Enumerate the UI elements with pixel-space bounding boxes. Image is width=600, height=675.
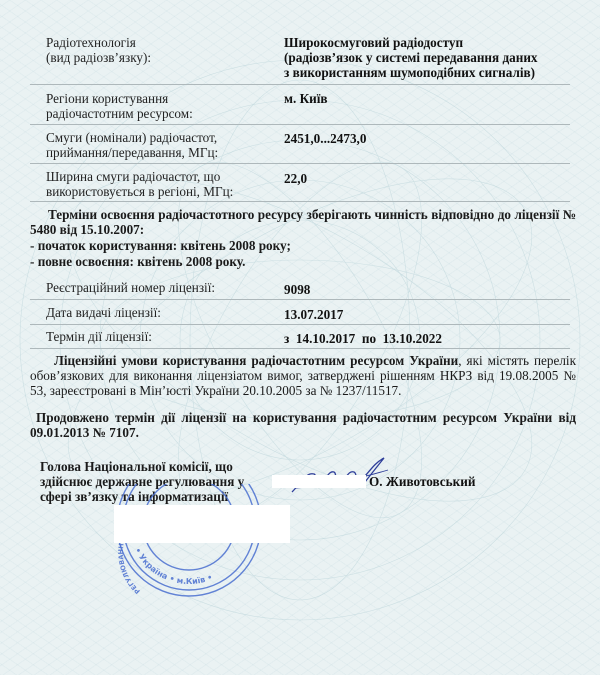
seal-left-text: РЕГУЛЮВАНН bbox=[116, 542, 142, 596]
issue-date-label: Дата видачі ліцензії: bbox=[46, 305, 161, 320]
regions-label-line: Регіони користування bbox=[46, 91, 169, 106]
validity-value bbox=[284, 331, 442, 346]
radio-technology-value bbox=[284, 35, 538, 80]
radio-technology-label-line: Радіотехнологія bbox=[46, 35, 136, 50]
radio-technology-label bbox=[46, 35, 151, 65]
license-conditions-paragraph bbox=[30, 353, 576, 398]
band-width-label-line: використовується в регіоні, МГц: bbox=[46, 184, 234, 199]
validity-to: 13.10.2022 bbox=[382, 331, 442, 346]
divider bbox=[30, 324, 570, 325]
reg-number-label: Реєстраційний номер ліцензії: bbox=[46, 280, 216, 295]
validity-from-prefix: з bbox=[284, 331, 290, 346]
divider bbox=[30, 201, 570, 202]
license-conditions-rest: , які містять перелік обов’язкових для виконання ліцензіатом вимог, затверджені рішенням НКРЗ від 19.08.2005 № 53, зареєстровані в Мін’юсті України 20.10.2005 за № 1237/11517. bbox=[30, 353, 576, 398]
signatory-title-line: Голова Національної комісії, що bbox=[40, 459, 233, 474]
redaction-box bbox=[272, 475, 366, 488]
terms-start: - початок користування: квітень 2008 року; bbox=[30, 238, 291, 253]
bands-label-line: Смуги (номінали) радіочастот, bbox=[46, 130, 218, 145]
terms-full: - повне освоєння: квітень 2008 року. bbox=[30, 254, 246, 269]
bands-value: 2451,0...2473,0 bbox=[284, 131, 367, 146]
redaction-box bbox=[114, 505, 290, 543]
bands-label bbox=[46, 130, 218, 160]
reg-number-value: 9098 bbox=[284, 282, 311, 297]
radio-technology-value-line: (радіозв’язок у системі передавання даних bbox=[284, 50, 538, 65]
band-width-value: 22,0 bbox=[284, 171, 308, 186]
svg-text:• Україна • м.Київ • bbox=[133, 546, 214, 586]
signatory-name: О. Животовський bbox=[369, 474, 476, 489]
validity-to-prefix: по bbox=[361, 331, 377, 346]
divider bbox=[30, 124, 570, 125]
regions-label-line: радіочастотним ресурсом: bbox=[46, 106, 193, 121]
divider bbox=[30, 299, 570, 300]
divider bbox=[30, 163, 570, 164]
license-extension-paragraph: Продовжено термін дії ліцензії на користування радіочастотним ресурсом України від 09.01.2013 № 7107. bbox=[30, 410, 576, 440]
regions-label bbox=[46, 91, 193, 121]
regions-value: м. Київ bbox=[284, 91, 328, 106]
terms-heading: Терміни освоєння радіочастотного ресурсу зберігають чинність відповідно до ліцензії № 5480 від 15.10.2007: bbox=[30, 207, 576, 237]
radio-technology-label-line: (вид радіозв’язку): bbox=[46, 50, 152, 65]
radio-technology-value-line: з використанням шумоподібних сигналів) bbox=[284, 65, 536, 80]
validity-label: Термін дії ліцензії: bbox=[46, 329, 152, 344]
band-width-label-line: Ширина смуги радіочастот, що bbox=[46, 169, 221, 184]
validity-from: 14.10.2017 bbox=[295, 331, 356, 346]
divider bbox=[30, 348, 570, 349]
seal-bottom-text: • Україна • м.Київ • bbox=[132, 546, 214, 587]
radio-technology-value-line: Широкосмуговий радіодоступ bbox=[284, 35, 464, 50]
bands-label-line: приймання/передавання, МГц: bbox=[46, 145, 219, 160]
signatory-title-line: здійснює державне регулювання у bbox=[40, 474, 245, 489]
issue-date-value: 13.07.2017 bbox=[284, 307, 344, 322]
signatory-title-line: сфері зв’язку та інформатизації bbox=[40, 489, 229, 504]
license-conditions-bold: Ліцензійні умови користування радіочастотним ресурсом України bbox=[54, 353, 459, 368]
official-seal bbox=[104, 484, 274, 604]
band-width-label bbox=[46, 169, 233, 199]
divider bbox=[30, 84, 570, 85]
